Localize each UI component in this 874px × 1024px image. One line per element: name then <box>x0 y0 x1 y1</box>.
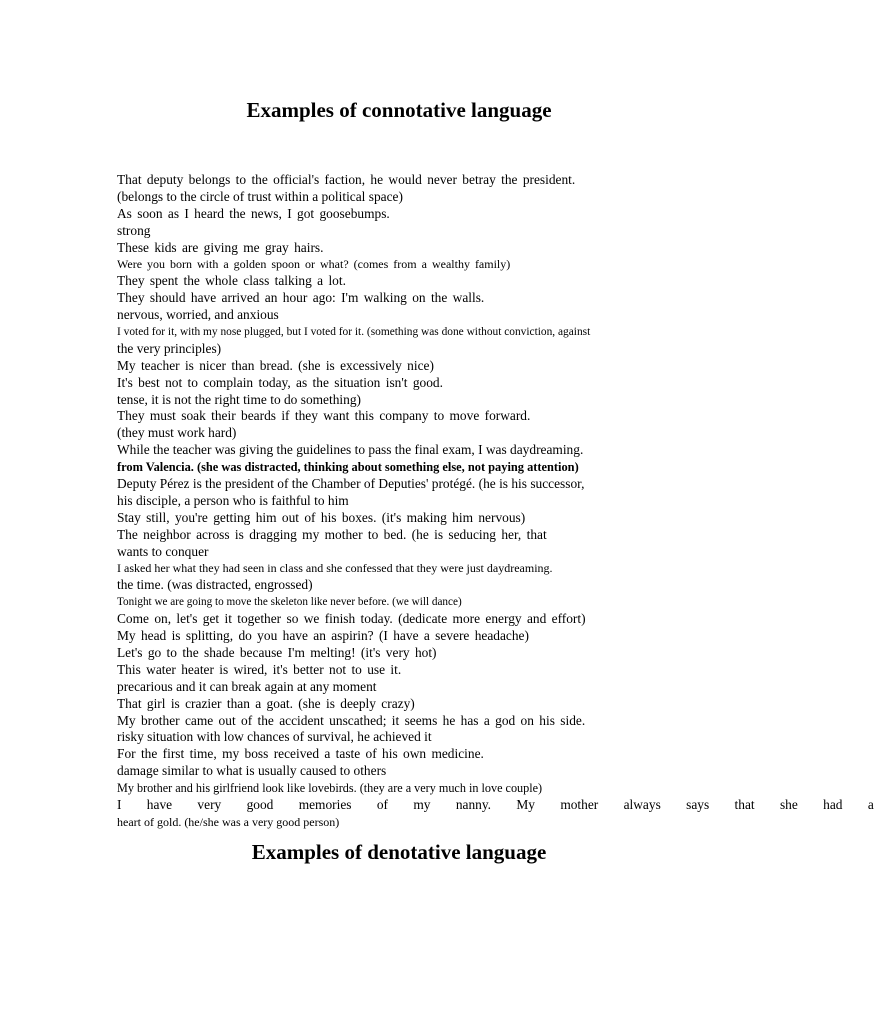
example-line: (belongs to the circle of trust within a political space) <box>117 188 403 204</box>
example-line: That girl is crazier than a goat. (she is deeply crazy) <box>117 695 415 711</box>
example-line: They should have arrived an hour ago: I'm walking on the walls. <box>117 290 485 306</box>
example-line: I voted for it, with my nose plugged, but I voted for it. (something was done without conviction, against <box>117 326 591 339</box>
example-line: Deputy Pérez is the president of the Chamber of Deputies' protégé. (he is his successor, <box>117 476 585 492</box>
example-line: For the first time, my boss received a taste of his own medicine. <box>117 746 484 762</box>
example-line: While the teacher was giving the guidelines to pass the final exam, I was daydreaming. <box>117 442 584 458</box>
example-line: precarious and it can break again at any moment <box>117 678 377 694</box>
example-line: (they must work hard) <box>117 425 237 441</box>
example-line: nervous, worried, and anxious <box>117 307 279 323</box>
example-line: I asked her what they had seen in class and she confessed that they were just daydreaming. <box>117 561 553 576</box>
title-connotative: Examples of connotative language <box>246 98 552 122</box>
example-line: damage similar to what is usually caused to others <box>117 763 387 779</box>
example-line: tense, it is not the right time to do something) <box>117 391 361 407</box>
example-line: from Valencia. (she was distracted, thinking about something else, not paying attention) <box>117 460 579 475</box>
example-line: The neighbor across is dragging my mother to bed. (he is seducing her, that <box>117 526 547 542</box>
example-line: heart of gold. (he/she was a very good person) <box>117 814 340 829</box>
example-line: I have very good memories of my nanny. My mother always says that she had a <box>117 796 874 812</box>
example-line: They spent the whole class talking a lot. <box>117 273 346 289</box>
example-line: It's best not to complain today, as the situation isn't good. <box>117 374 443 390</box>
example-line: risky situation with low chances of survival, he achieved it <box>117 729 432 745</box>
example-line: strong <box>117 222 151 238</box>
example-line: That deputy belongs to the official's faction, he would never betray the president. <box>117 172 576 187</box>
example-line: wants to conquer <box>117 543 209 559</box>
example-line: My teacher is nicer than bread. (she is excessively nice) <box>117 357 434 373</box>
example-line: My head is splitting, do you have an aspirin? (I have a severe headache) <box>117 628 529 644</box>
example-line: My brother and his girlfriend look like lovebirds. (they are a very much in love couple) <box>117 781 543 796</box>
example-line: the time. (was distracted, engrossed) <box>117 577 313 593</box>
example-line: Were you born with a golden spoon or what? (comes from a wealthy family) <box>117 257 511 272</box>
example-line: These kids are giving me gray hairs. <box>117 239 324 255</box>
example-line: Tonight we are going to move the skeleton like never before. (we will dance) <box>117 596 462 609</box>
example-line: As soon as I heard the news, I got goosebumps. <box>117 205 390 221</box>
example-line: his disciple, a person who is faithful to him <box>117 492 349 508</box>
example-line: My brother came out of the accident unscathed; it seems he has a god on his side. <box>117 712 586 728</box>
title-denotative: Examples of denotative language <box>251 840 547 864</box>
example-line: Let's go to the shade because I'm melting! (it's very hot) <box>117 644 437 660</box>
example-line: Come on, let's get it together so we finish today. (dedicate more energy and effort) <box>117 611 586 627</box>
example-line: This water heater is wired, it's better not to use it. <box>117 661 402 677</box>
example-line: Stay still, you're getting him out of his boxes. (it's making him nervous) <box>117 509 526 525</box>
example-line: the very principles) <box>117 340 222 356</box>
example-line: They must soak their beards if they want this company to move forward. <box>117 408 531 424</box>
examples-list <box>117 172 874 831</box>
